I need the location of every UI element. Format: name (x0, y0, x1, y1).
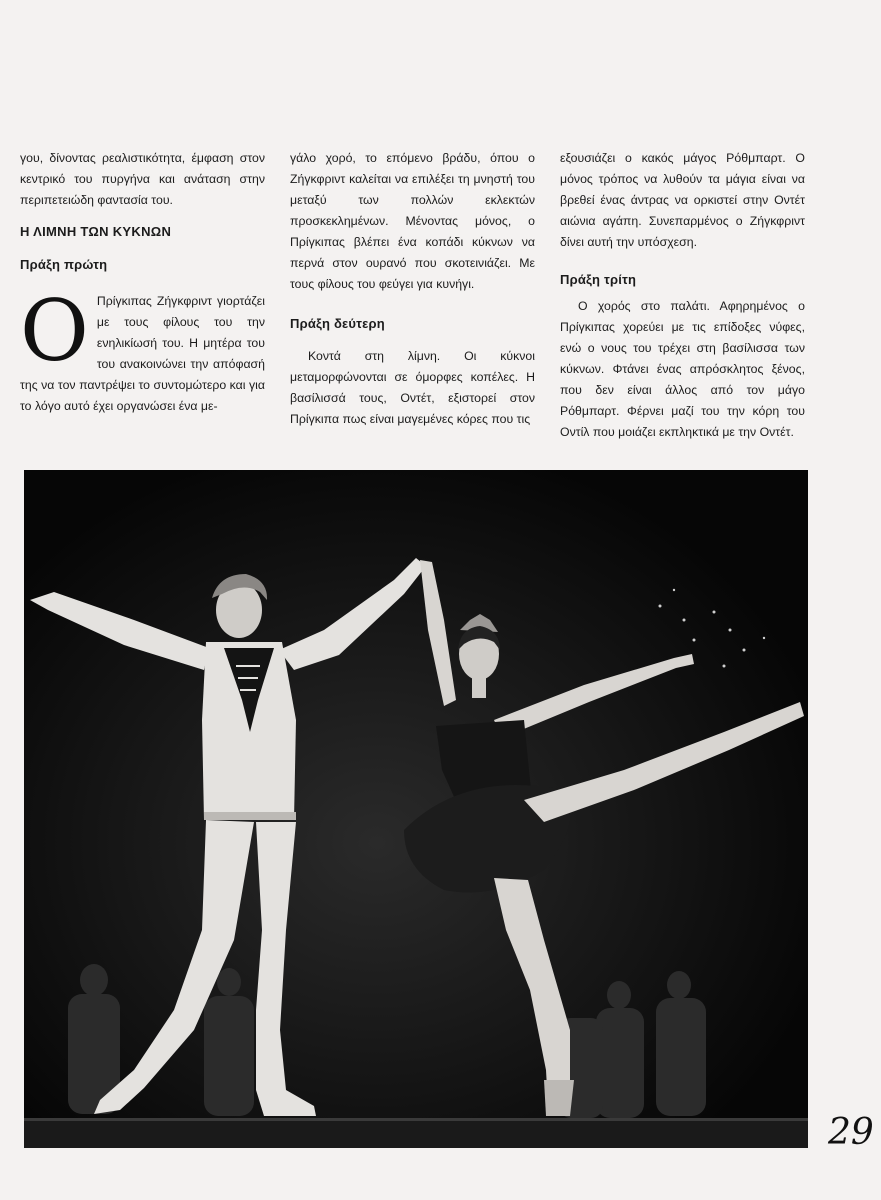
ballet-photograph (24, 470, 808, 1148)
article-title: Η ΛΙΜΝΗ ΤΩΝ ΚΥΚΝΩΝ (20, 224, 172, 239)
paragraph-continued: γάλο χορό, το επόμενο βράδυ, όπου ο Ζήγκφριντ καλείται να επιλέξει τη μνηστή του μεταξύ των πολλών εκλεκτών προσκεκλημένων. Μένοντας μόνος, ο Πρίγκιπας βλέπει ένα κοπάδι κύκνων να περνά στον ουρανό που σκοτεινιάζει. Με τους φίλους του φεύγει για κυνήγι. (290, 151, 535, 291)
act-one-paragraph (20, 282, 265, 417)
drop-cap: Ο (20, 282, 89, 380)
text-column-2 (290, 148, 535, 430)
act-one-heading: Πράξη πρώτη (20, 257, 108, 272)
act-three-heading: Πράξη τρίτη (560, 272, 637, 287)
text-column-1 (20, 148, 265, 417)
text-column-3 (560, 148, 805, 443)
act-two-heading: Πράξη δεύτερη (290, 316, 385, 331)
stage-floor (24, 1118, 808, 1148)
page-number: 29 (828, 1112, 874, 1153)
act-one-text: Πρίγκιπας Ζήγκφριντ γιορτάζει με τους φίλους του την ενηλικίωσή του. Η μητέρα του του ανακοινώνει την απόφασή της να τον παντρέψει το συντομώτερο και για το λόγο αυτό έχει οργανώσει ένα με- (20, 294, 265, 413)
ballet-dancers-illustration (24, 470, 808, 1148)
paragraph-continued: εξουσιάζει ο κακός μάγος Ρόθμπαρτ. Ο μόνος τρόπος να λυθούν τα μάγια είναι να βρεθεί ένας άντρας να ορκιστεί στην Οντέτ αιώνια αγάπη. Συνεπαρμένος ο Ζήγκφριντ δίνει αυτή την υπόσχεση. (560, 151, 805, 249)
act-two-paragraph: Κοντά στη λίμνη. Οι κύκνοι μεταμορφώνονται σε όμορφες κοπέλες. Η βασίλισσά τους, Οντέτ, εξιστορεί στον Πρίγκιπα πως είναι μαγεμένες κόρες που τις (290, 349, 535, 426)
paragraph-continued: γου, δίνοντας ρεαλιστικότητα, έμφαση στον κεντρικό του πυργήνα και ανάταση στην περιπετειώδη φαντασία του. (20, 151, 265, 207)
act-three-paragraph: Ο χορός στο παλάτι. Αφηρημένος ο Πρίγκιπας χορεύει με τις επίδοξες νύφες, ενώ ο νους του τρέχει στη βασίλισσα των κύκνων. Φτάνει ένας απρόσκλητος ξένος, που δεν είναι άλλος από τον μάγο Ρόθμπαρτ. Φέρνει μαζί του την κόρη του Οντίλ που μοιάζει εκπληκτικά με την Οντέτ. (560, 299, 805, 439)
